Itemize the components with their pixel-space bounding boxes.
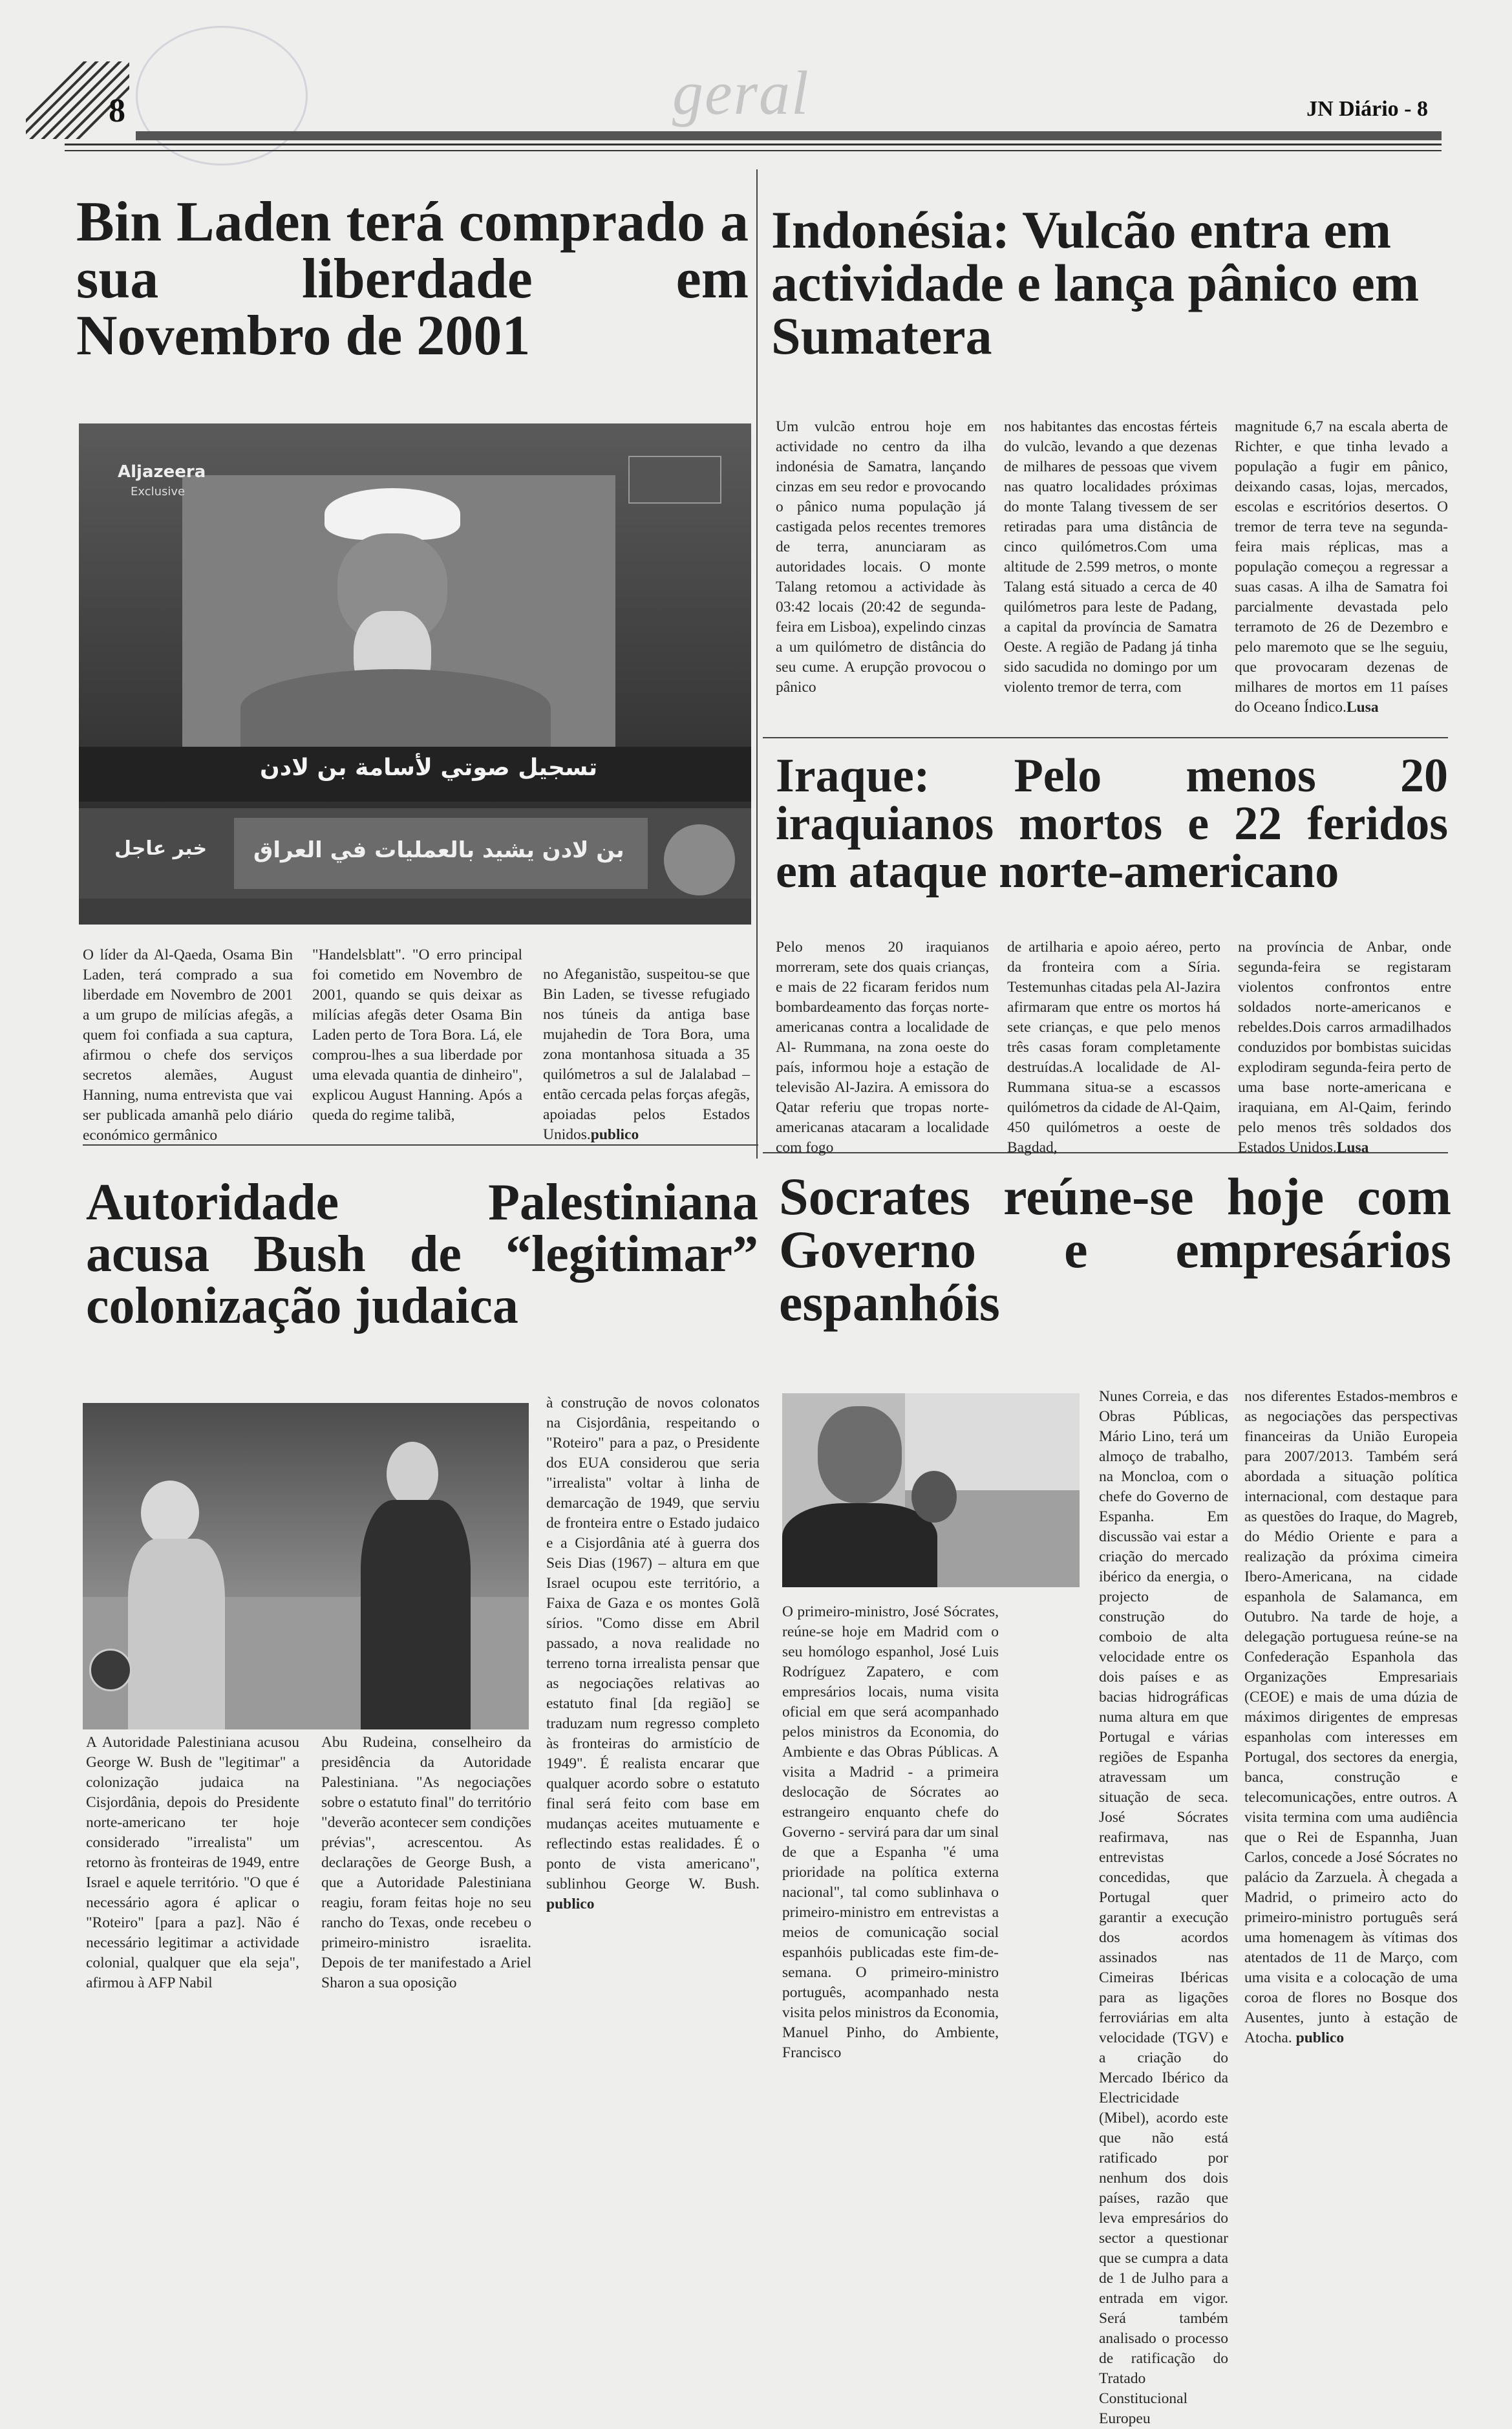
source-credit: Lusa <box>1346 699 1379 716</box>
indonesia-col-1: Um vulcão entrou hoje em actividade no centro da ilha indonésia de Samatra, lançando cinzas em seu redor e provocando o pânico numa população já castigada pelos recentes tremores de terra, anunciaram as autoridades locais. O monte Talang retomou a actividade às 03:42 locais (20:42 de segunda-feira em Lisboa), expelindo cinzas a um quilómetro de distância do seu cume. A erupção provocou o pânico <box>776 418 986 696</box>
article-headline-palestina: Autoridade Palestiniana acusa Bush de “legitimar” colonização judaica <box>86 1174 758 1334</box>
binladen-col-3: no Afeganistão, suspeitou-se que Bin Laden, se tivesse refugiado nos túneis da antiga base mujahedin de Tora Bora, uma zona montanhosa situada a 35 quilómetros a sul de Jalalabad – então cercada pelas forças afegãs, apoiadas pelos Estados Unidos.publico <box>543 966 750 1143</box>
palestina-col-3: à construção de novos colonatos na Cisjordânia, respeitando o "Roteiro" para a paz, o Presidente dos EUA considerou que seria "irrealista" voltar à linha de demarcação de 1949, que serviu de fronteira entre o Estado judaico e a Cisjordânia até à guerra dos Seis Dias (1967) – altura em que Israel ocupou este território, a Faixa de Gaza e os montes Golã sírios. "Como disse em Abril passado, a nova realidade no terreno torna irrealista pensar que as negociações relativas ao estatuto final [da região] se traduzam num regresso completo às fronteiras do armistício de 1949". É realista encarar que qualquer acordo sobre o estatuto final será feito com base em mudanças aceites mutuamente e reflectindo estas realidades. É o ponto de vista americano", sublinhou George W. Bush. publico <box>546 1395 760 1912</box>
header-rule <box>136 131 1442 140</box>
article-headline-binladen: Bin Laden terá comprado a sua liberdade em Novembro de 2001 <box>76 191 749 367</box>
column-divider <box>756 169 758 1159</box>
indonesia-col-2: nos habitantes das encostas férteis do vulcão, levando a que dezenas de milhares de pessoas que vivem nas quatro localidades próximas do monte Talang tivessem de ser retiradas para uma distância de cinco quilómetros.Com uma altitude de 2.599 metros, o monte Talang está situado a cerca de 40 quilómetros para leste de Padang, a capital da província de Samatra Oeste. A região de Padang já tinha sido sacudida no domingo por um violento tremor de terra, com <box>1004 418 1217 696</box>
binladen-col-2: "Handelsblatt". "O erro principal foi cometido em Novembro de 2001, quando se quis deixar as milícias afegãs deter Osama Bin Laden perto de Tora Bora. Lá, ele comprou-lhes a sua liberdade por uma elevada quantia de dinheiro", explicou August Hanning. Após a queda do regime talibã, <box>312 947 522 1124</box>
article-headline-socrates: Socrates reúne-se hoje com Governo e empresários espanhóis <box>779 1167 1451 1332</box>
palestina-col-2: Abu Rudeina, conselheiro da presidência da Autoridade Palestiniana. "As negociações sobre o estatuto final" do território "deverão acontecer sem condições prévias", acrescentou. As declarações de George Bush, a que a Autoridade Palestiniana reagiu, foram feitas hoje no seu rancho do Texas, onde recebeu o primeiro-ministro israelita. Depois de ter manifestado a Ariel Sharon a sua oposição <box>321 1734 531 1991</box>
binladen-col-1: O líder da Al-Qaeda, Osama Bin Laden, terá comprado a sua liberdade em Novembro de 2001 a um grupo de milícias afegãs, a quem foi confiada a sua captura, afirmou o chefe dos serviços secretos alemães, August Hanning, numa entrevista que vai ser publicada amanhã pelo diário económico germânico <box>83 947 293 1144</box>
source-credit: publico <box>546 1896 595 1912</box>
socrates-col-1: O primeiro-ministro, José Sócrates, reúne-se hoje em Madrid com o seu homólogo espanhol, José Luis Rodríguez Zapatero, e com empresários locais, numa visita oficial em que será acompanhado pelos ministros da Economia, do Ambiente e das Obras Públicas. A visita a Madrid - a primeira deslocação de Sócrates ao estrangeiro enquanto chefe do Governo - servirá para dar um sinal de que a Espanha "é uma prioridade na política externa nacional", tal como sublinhava o primeiro-ministro em entrevistas a meios de comunicação social espanhóis publicadas este fim-de-semana. O primeiro-ministro português, acompanhado nesta visita pelos ministros da Economia, Manuel Pinho, do Ambiente, Francisco <box>782 1603 999 2061</box>
presidential-seal <box>89 1649 132 1691</box>
iraque-col-1: Pelo menos 20 iraquianos morreram, sete dos quais crianças, e mais de 22 ficaram feridos num bombardeamento das forças norte-americanas contra a localidade de Al- Rummana, na zona oeste do país, informou hoje a estação de televisão Al-Jazira. A emissora do Qatar referiu que tropas norte-americanas atacaram a localidade com fogo <box>776 939 989 1156</box>
indonesia-col-3: magnitude 6,7 na escala aberta de Richter, e que tinha levado a população a fugir em pânico, deixando casas, lojas, mercados, escolas e escritórios desertos. O tremor de terra teve na segunda-feira mais réplicas, mas a população começou a regressar a suas casas. A ilha de Samatra foi parcialmente devastada pelo terramoto de 26 de Dezembro e pelo maremoto que se lhe seguiu, que provocaram dezenas de milhares de mortos em 11 países do Oceano Índico.Lusa <box>1235 418 1448 716</box>
channel-logo: Aljazeera <box>118 462 206 482</box>
aljazeera-logo <box>664 824 735 895</box>
source-credit: Lusa <box>1336 1139 1369 1156</box>
photo-caption-arabic: تسجيل صوتي لأسامة بن لادن <box>260 754 598 781</box>
photo-ticker-arabic: بن لادن يشيد بالعمليات في العراق <box>253 837 624 863</box>
bush-abbas-photo <box>83 1403 529 1729</box>
source-credit: publico <box>1295 2029 1345 2046</box>
section-title: geral <box>672 58 810 127</box>
masthead: JN Diário - 8 <box>1306 97 1428 121</box>
article-headline-indonesia: Indonésia: Vulcão entra em actividade e lança pânico em Sumatera <box>771 200 1420 365</box>
iraque-col-3: na província de Anbar, onde segunda-feira se registaram violentos confrontos entre soldados norte-americanos e rebeldes.Dois carros armadilhados conduzidos por bombistas suicidas explodiram segunda-feira perto de uma base norte-americana e iraquiana, em Al-Qaim, ferindo pelo menos três soldados dos Estados Unidos.Lusa <box>1238 939 1451 1156</box>
article-divider <box>763 737 1448 738</box>
iraque-col-2: de artilharia e apoio aéreo, perto da fronteira com a Síria. Testemunhas citadas pela Al-Jazira afirmaram que entre os mortos há sete crianças, e que pelo menos três casas foram completamente destruídas.A localidade de Al-Rummana situa-se a escassos quilómetros da cidade de Al-Qaim, 450 quilómetros a oeste de Bagdad, <box>1007 939 1220 1156</box>
binladen-photo <box>79 423 751 925</box>
page-number: 8 <box>109 92 125 129</box>
channel-subtitle: Exclusive <box>131 485 186 498</box>
article-headline-iraque: Iraque: Pelo menos 20 iraquianos mortos e 22 feridos em ataque norte-americano <box>776 749 1448 898</box>
header-rule-thin <box>65 144 1442 145</box>
palestina-col-1: A Autoridade Palestiniana acusou George W. Bush de "legitimar" a colonização judaica na Cisjordânia, depois do Presidente norte-americano ter hoje considerado "irrealista" um retorno às fronteiras de 1949, entre Israel e aquele território. "O que é necessário agora é aplicar o "Roteiro" [para a paz]. Não é necessário legitimar a actividade colonial, qualquer que ela seja", afirmou à AFP Nabil <box>86 1734 299 1991</box>
socrates-col-2: Nunes Correia, e das Obras Públicas, Mário Lino, terá um almoço de trabalho, na Moncloa, com o chefe do Governo de Espanha. Em discussão vai estar a criação do mercado ibérico da energia, o projecto de construção do comboio de alta velocidade entre os dois países e as bacias hidrográficas numa altura em que Portugal e várias regiões de Espanha atravessam um situação de seca. José Sócrates reafirmava, nas entrevistas concedidas, que Portugal quer garantir a execução dos acordos assinados nas Cimeiras Ibéricas para as ligações ferroviárias em alta velocidade (TGV) e a criação do Mercado Ibérico da Electricidade (Mibel), acordo este que não está ratificado por nenhum dos dois países, razão que leva empresários do sector a questionar que se cumpra a data de 1 de Julho para a entrada em vigor. Será também analisado o processo de ratificação do Tratado Constitucional Europeu <box>1099 1388 1228 2427</box>
header-rule-thin-2 <box>65 150 1442 151</box>
socrates-col-3: nos diferentes Estados-membros e as negociações das perspectivas financeiras da União Europeia para 2007/2013. Também será abordada a situação política internacional, com destaque para as questões do Iraque, do Magreb, do Médio Oriente e para a realização da próxima cimeira Ibero-Americana, na cidade espanhola de Salamanca, em Outubro. Na tarde de hoje, a delegação portuguesa reúne-se na Confederação Espanhola das Organizações Empresariais (CEOE) e mais de uma dúzia de máximos dirigentes de empresas espanholas com interesses em Portugal, dos sectores da energia, banca, construção e telecomunicações, entre outros. A visita termina com uma audiência que o Rei de Espannha, Juan Carlos, concede a José Sócrates no palácio da Zarzuela. À chegada a Madrid, o primeiro acto do primeiro-ministro português será uma homenagem às vítimas dos atentados de 11 de Março, com uma visita e a colocação de uma coroa de flores no Bosque dos Ausentes, junto à estação de Atocha. publico <box>1244 1388 1458 2046</box>
source-credit: publico <box>590 1126 639 1143</box>
photo-ticker-left: خبر عاجل <box>114 837 208 860</box>
channel-badge <box>628 456 721 504</box>
